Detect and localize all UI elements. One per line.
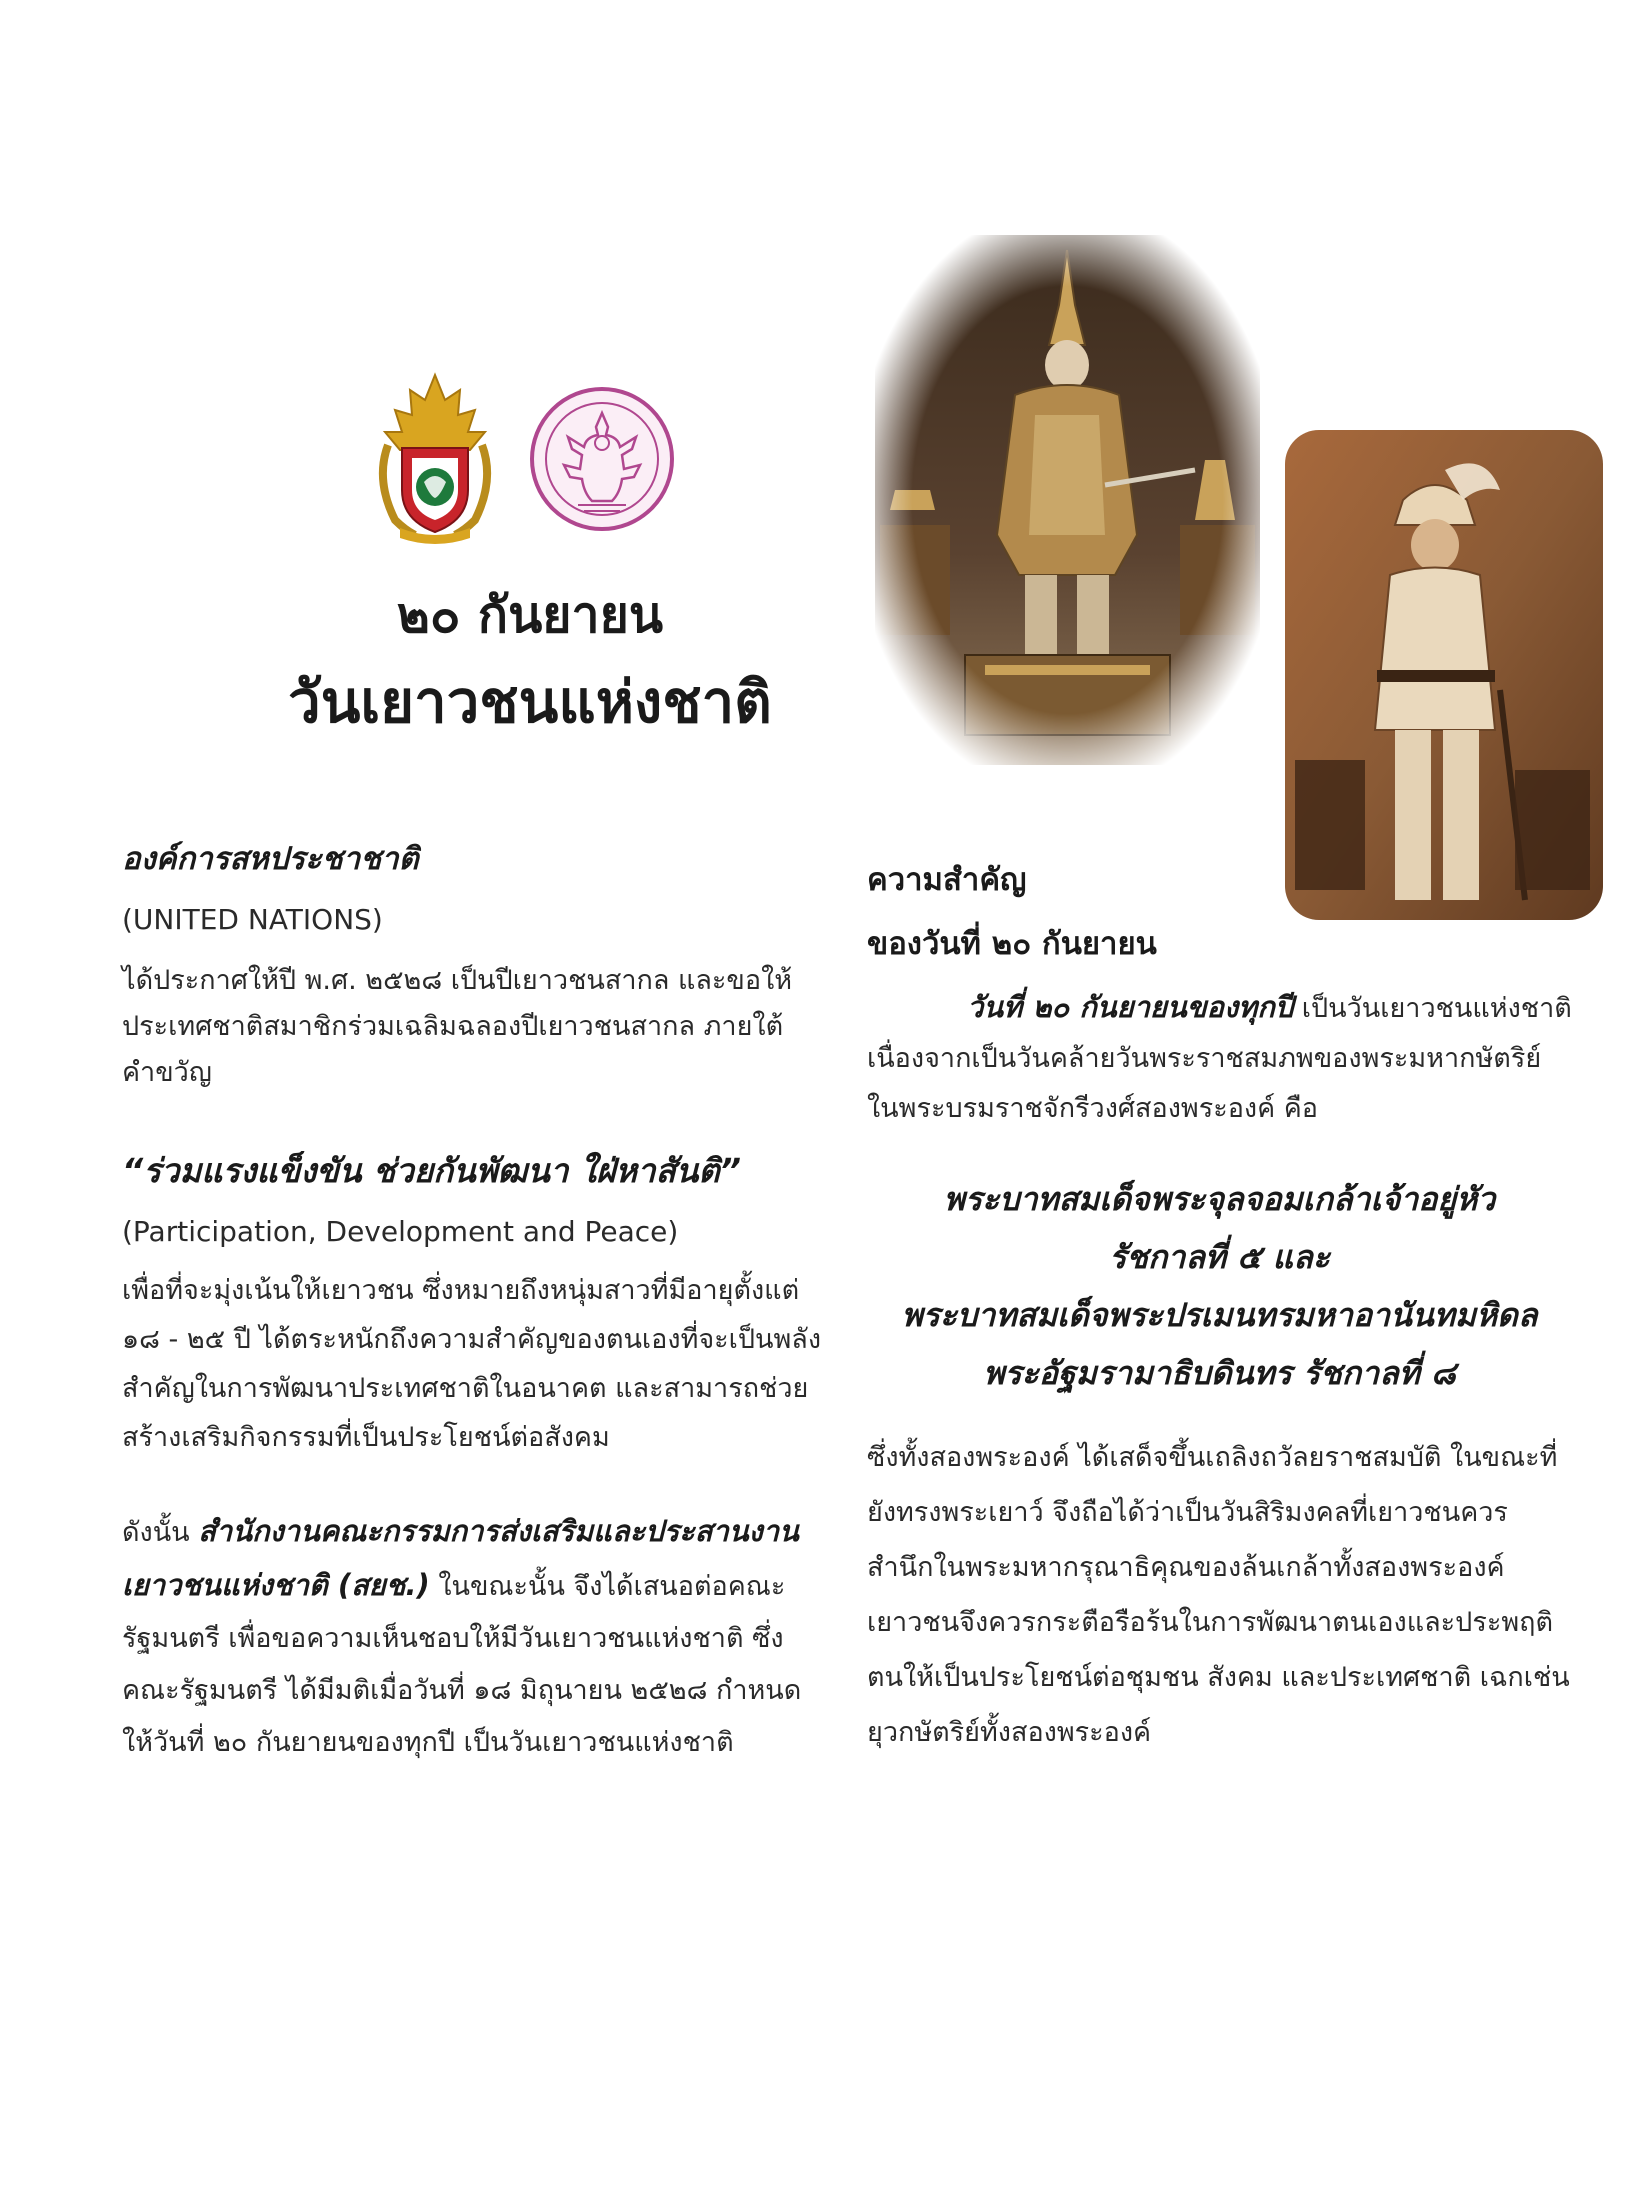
un-org-english: (UNITED NATIONS) (122, 903, 383, 936)
office-name: สำนักงานคณะกรรมการส่งเสริมและประสานงานเยาวชนแห่งชาติ (สยช.) (122, 1514, 799, 1602)
significance-subheading: ของวันที่ ๒๐ กันยายน (867, 926, 1157, 962)
kings-names-block (867, 1170, 1572, 1402)
king-line: พระบาทสมเด็จพระปรเมนทรมหาอานันทมหิดล (901, 1296, 1538, 1334)
significance-heading: ความสำคัญ (867, 862, 1027, 898)
un-announcement-paragraph: ได้ประกาศให้ปี พ.ศ. ๒๕๒๘ เป็นปีเยาวชนสากล และขอให้ประเทศชาติสมาชิกร่วมเฉลิมฉลองปีเยาวชนสากล ภายใต้คำขวัญ (122, 965, 793, 1088)
king-line: พระบาทสมเด็จพระจุลจอมเกล้าเจ้าอยู่หัว (943, 1180, 1496, 1218)
un-org-heading: องค์การสหประชาชาติ (122, 841, 419, 877)
kings-youth-paragraph: ซึ่งทั้งสองพระองค์ ได้เสด็จขึ้นเถลิงถวัลยราชสมบัติ ในขณะที่ยังทรงพระเยาว์ จึงถือได้ว่าเป็นวันสิริมงคลที่เยาวชนควรสำนึกในพระมหากรุณาธิคุณของล้นเกล้าทั้งสองพระองค์ เยาวชนจึงควรกระตือรือร้นในการพัฒนาตนเองและประพฤติตนให้เป็นประโยชน์ต่อชุมชน สังคม และประเทศชาติ เฉกเช่นยุวกษัตริย์ทั้งสองพระองค์ (867, 1442, 1570, 1748)
four-armed-deity-seal-logo (528, 385, 676, 533)
page-title: วันเยาวชนแห่งชาติ (288, 668, 772, 736)
significance-paragraph (867, 982, 1572, 1134)
para3-lead: ดังนั้น (122, 1517, 199, 1548)
national-youth-day-establishment-paragraph (122, 1505, 827, 1769)
para3-rest: ในขณะนั้น จึงได้เสนอต่อคณะรัฐมนตรี เพื่อขอความเห็นชอบให้มีวันเยาวชนแห่งชาติ ซึ่งคณะรัฐมนตรี ได้มีมติเมื่อวันที่ ๑๘ มิถุนายน ๒๕๒๘ กำหนดให้วันที่ ๒๐ กันยายนของทุกปี เป็นวันเยาวชนแห่งชาติ (122, 1571, 802, 1758)
government-emblem-logo (370, 370, 500, 545)
youth-purpose-paragraph: เพื่อที่จะมุ่งเน้นให้เยาวชน ซึ่งหมายถึงหนุ่มสาวที่มีอายุตั้งแต่ ๑๘ - ๒๕ ปี ได้ตระหนักถึงความสำคัญของตนเองที่จะเป็นพลังสำคัญในการพัฒนาประเทศชาติในอนาคต และสามารถช่วยสร้างเสริมกิจกรรมที่เป็นประโยชน์ต่อสังคม (122, 1275, 822, 1453)
page-date-heading: ๒๐ กันยายน (396, 586, 664, 644)
every-sept-20-phrase: วันที่ ๒๐ กันยายนของทุกปี (967, 990, 1294, 1024)
youth-year-motto: “ร่วมแรงแข็งขัน ช่วยกันพัฒนา ใฝ่หาสันติ” (122, 1151, 741, 1190)
king-rama-8-portrait-photo (1285, 430, 1603, 920)
king-line: พระอัฐมรามาธิบดินทร รัชกาลที่ ๘ (983, 1354, 1456, 1392)
king-rama-5-portrait-photo (875, 235, 1260, 765)
king-line: รัชกาลที่ ๕ และ (1109, 1238, 1330, 1276)
significance-rest: เป็นวันเยาวชนแห่งชาติ เนื่องจากเป็นวันคล้ายวันพระราชสมภพของพระมหากษัตริย์ในพระบรมราชจักรีวงศ์สองพระองค์ คือ (867, 993, 1572, 1124)
youth-year-motto-english: (Participation, Development and Peace) (122, 1215, 679, 1248)
